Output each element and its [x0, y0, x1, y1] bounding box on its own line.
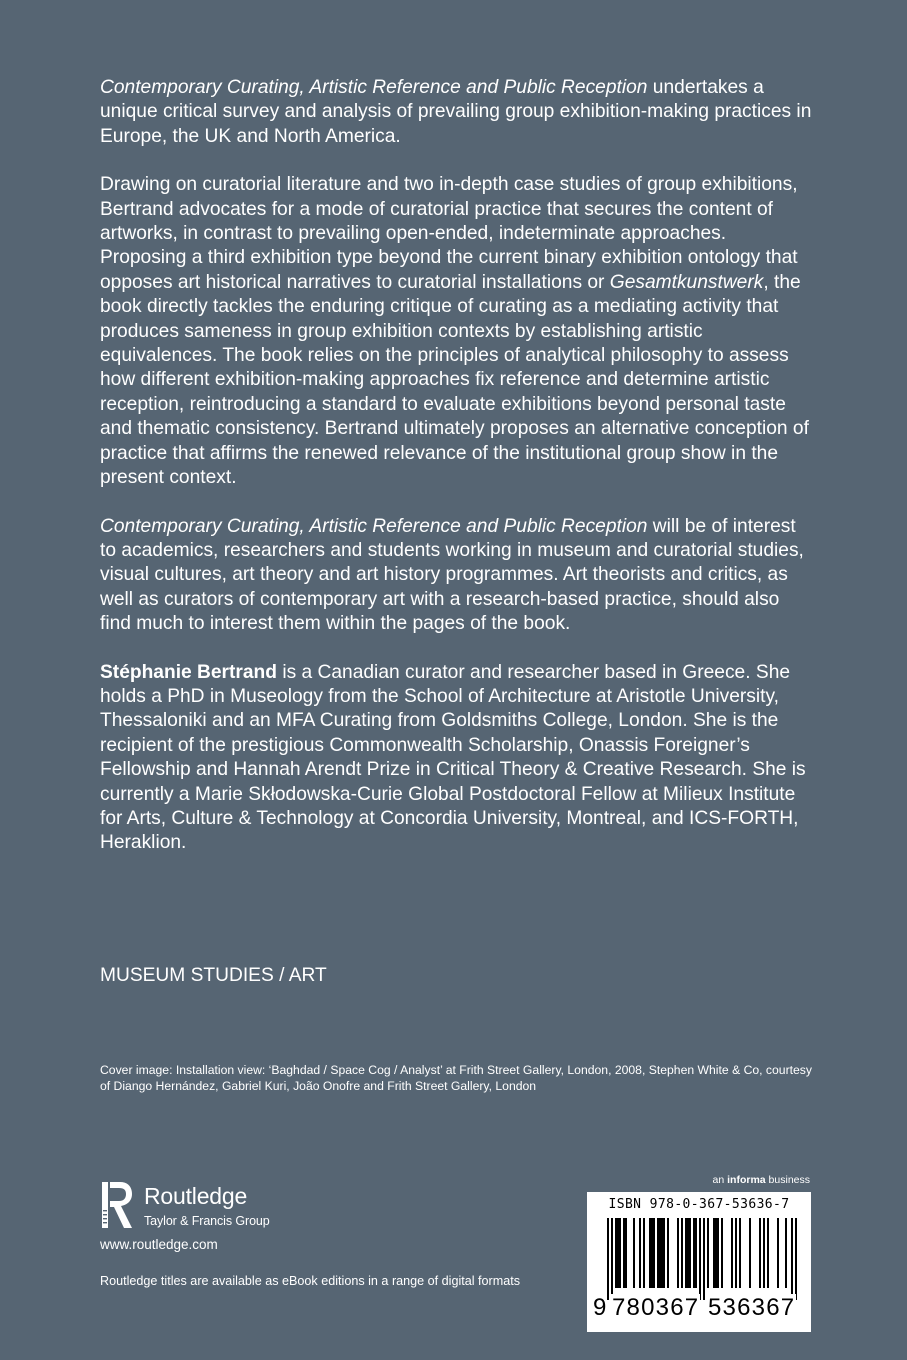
- barcode-bar: [695, 1218, 697, 1288]
- blurb-text: , the book directly tackles the enduring critique of curating as a mediating activity that produces sameness in group exhibition contexts by establishing artistic equivalences. The book relies on the principles of analytical philosophy to assess how different exhibition-making approaches fix reference and determine artistic reception, reintroducing a standard to evaluate exhibitions beyond personal taste and thematic consistency. Bertrand ultimately proposes an alternative conception of practice that affirms the renewed relevance of the institutional group show in the present context.: [100, 271, 809, 489]
- bio-text: is a Canadian curator and researcher based in Greece. She holds a PhD in Museology from the School of Architecture at Aristotle University, Thessaloniki and an MFA Curating from Goldsmiths College, London. She is the recipient of the prestigious Commonwealth Scholarship, Onassis Foreigner’s Fellowship and Hannah Arendt Prize in Critical Theory & Creative Research. She is currently a Marie Skłodowska-Curie Global Postdoctoral Fellow at Milieux Institute for Arts, Culture & Technology at Concordia University, Montreal, and ICS-FORTH, Heraklion.: [100, 661, 806, 854]
- barcode-bar: [681, 1218, 683, 1288]
- barcode-bar: [663, 1218, 665, 1288]
- barcode-bar: [633, 1218, 635, 1288]
- barcode-bar: [763, 1218, 765, 1288]
- barcode-bar: [693, 1218, 695, 1288]
- barcode-digit-group-left: 780367: [612, 1294, 700, 1321]
- barcode-bar: [653, 1218, 655, 1288]
- isbn-label: ISBN 978-0-367-53636-7: [608, 1197, 790, 1212]
- barcode-bar: [659, 1218, 661, 1288]
- blurb-text: Drawing on curatorial literature and two in-depth case studies of group exhibitions, Bertrand advocates for a mode of curatorial practice that secures the content of artworks, in contrast to prevailing open-ended, indeterminate approaches. Proposing a third exhibition type beyond the current binary exhibition ontology that opposes art historical narratives to curatorial installations or: [100, 174, 798, 293]
- barcode-bar: [739, 1218, 741, 1288]
- barcode-bar: [713, 1218, 715, 1288]
- barcode-bar: [687, 1218, 689, 1288]
- book-title: Contemporary Curating, Artistic Reference and Public Reception: [100, 515, 648, 537]
- barcode-bar: [617, 1218, 619, 1288]
- barcode-bar: [651, 1218, 653, 1288]
- author-name: Stéphanie Bertrand: [100, 661, 277, 683]
- author-bio: [100, 661, 812, 856]
- barcode-bar: [625, 1218, 627, 1288]
- book-title: Contemporary Curating, Artistic Reference and Public Reception: [100, 77, 648, 98]
- blurb-paragraph-3: [100, 515, 812, 637]
- barcode-digits: [595, 1288, 803, 1324]
- barcode-bar: [689, 1218, 691, 1288]
- cover-image-credit: Cover image: Installation view: ‘Baghdad / Space Cog / Analyst’ at Frith Street Gallery, London, 2008, Stephen White & Co, courtesy of Diango Hernández, Gabriel Kuri, João Onofre and Frith Street Gallery, London: [100, 1063, 812, 1093]
- barcode-bar: [721, 1218, 723, 1288]
- barcode-digit-first: 9: [593, 1294, 607, 1321]
- barcode-digit-group-right: 536367: [708, 1294, 796, 1321]
- publisher-website[interactable]: www.routledge.com: [100, 1237, 218, 1252]
- barcode-bar: [639, 1218, 641, 1288]
- publisher-group: Taylor & Francis Group: [144, 1214, 270, 1228]
- barcode-bar: [731, 1218, 733, 1288]
- routledge-logo-icon: [100, 1180, 134, 1230]
- barcode-bar: [685, 1218, 687, 1288]
- barcode-bar: [643, 1218, 645, 1288]
- barcode-bar: [657, 1218, 659, 1288]
- isbn-barcode: [587, 1192, 811, 1332]
- subject-category: MUSEUM STUDIES / ART: [100, 965, 327, 986]
- barcode-bar: [623, 1218, 625, 1288]
- barcode-bar: [767, 1218, 769, 1288]
- informa-brand: informa: [727, 1174, 766, 1186]
- blurb-paragraph-2: [100, 173, 812, 490]
- barcode-bar: [715, 1218, 717, 1288]
- blurb-paragraph-1: [100, 76, 812, 149]
- publisher-block: [100, 1180, 400, 1240]
- italic-term: Gesamtkunstwerk: [609, 271, 764, 293]
- barcode-bar: [777, 1218, 779, 1288]
- barcode-bar: [749, 1218, 751, 1288]
- barcode-bar: [649, 1218, 651, 1288]
- barcode-bar: [619, 1218, 621, 1288]
- barcode-bar: [661, 1218, 663, 1288]
- blurb: [100, 76, 812, 856]
- publisher-name: Routledge: [144, 1183, 248, 1209]
- informa-business-tag: an informa business: [712, 1174, 810, 1186]
- barcode-bar: [717, 1218, 719, 1288]
- barcode-bar: [785, 1218, 787, 1288]
- barcode-bar: [667, 1218, 669, 1288]
- barcode-bar: [677, 1218, 679, 1288]
- ebook-availability-note: Routledge titles are available as eBook editions in a range of digital formats: [100, 1274, 521, 1288]
- barcode-bar: [735, 1218, 737, 1288]
- blurb-text: will be of interest to academics, researchers and students working in museum and curatorial studies, visual cultures, art theory and art history programmes. Art theorists and critics, as well as curators of contemporary art with a research-based practice, should also find much to interest them within the pages of the book.: [100, 515, 804, 635]
- barcode-bar: [615, 1218, 617, 1288]
- blurb-text: undertakes a unique critical survey and analysis of prevailing group exhibition-making practices in Europe, the UK and North America.: [100, 77, 812, 147]
- barcode-bar: [759, 1218, 761, 1288]
- barcode-bar: [707, 1218, 709, 1288]
